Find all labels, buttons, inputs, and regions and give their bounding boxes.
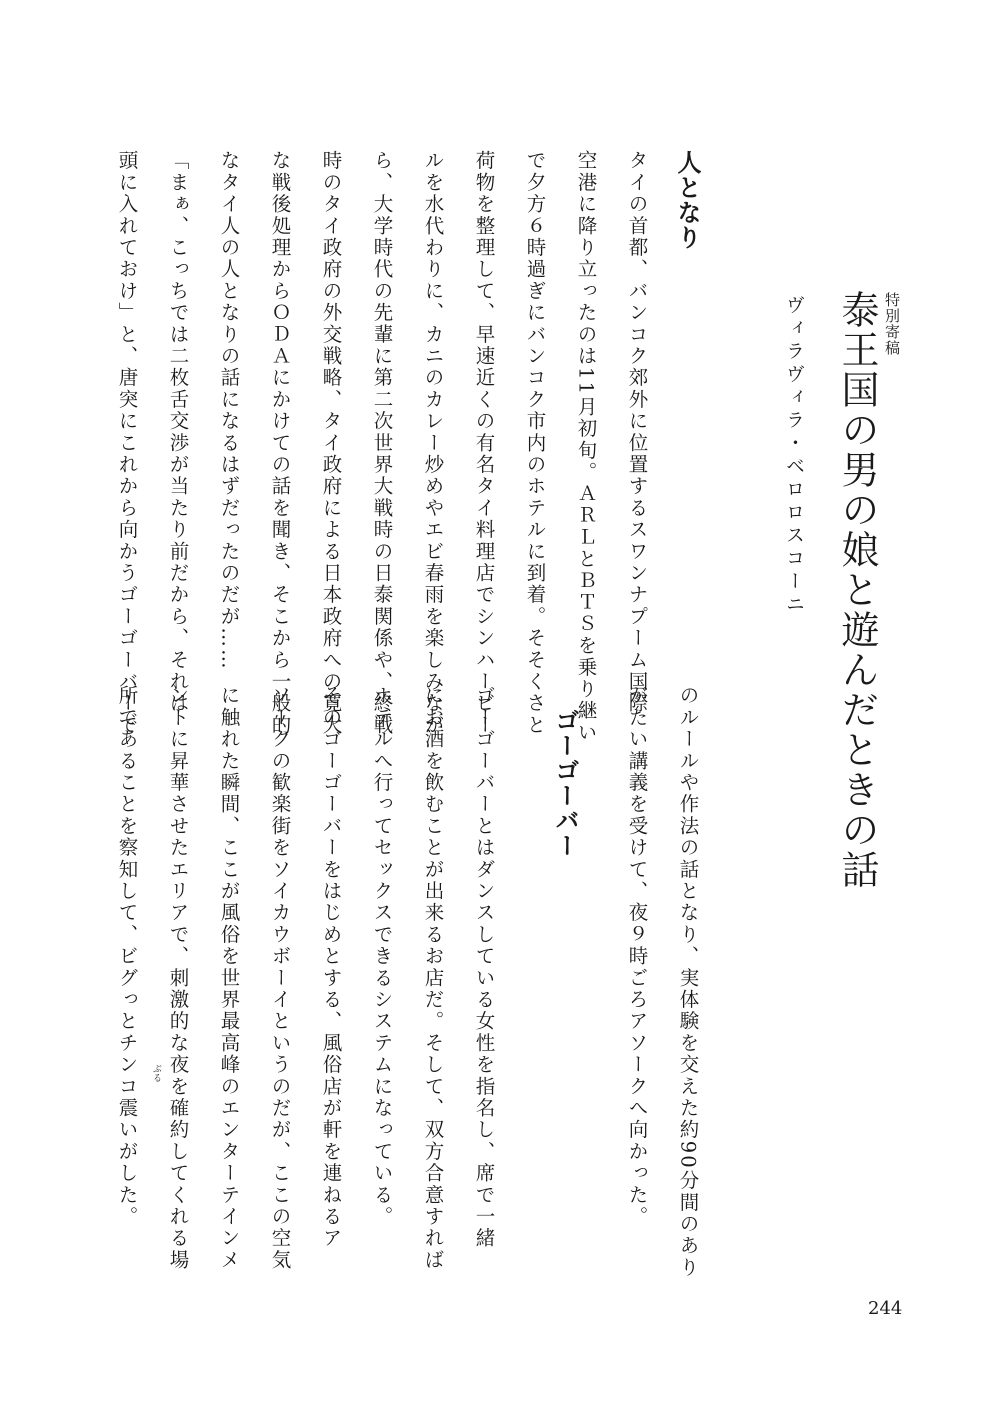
body-column: な戦後処理からＯＤＡにかけての話を聞き、そこから一般的 xyxy=(268,150,292,736)
body-column: ゴーゴーバーとはダンスしている女性を指名し、席で一緒 xyxy=(472,685,496,1250)
body-column: 所であることを察知して、ビグっとチンコ震いがした。 xyxy=(115,685,139,1228)
article-author: ヴィラヴィラ・ベロロスコーニ xyxy=(783,295,805,617)
body-column: 頭に入れておけ」と、唐突にこれから向かうゴーゴーバーで xyxy=(115,150,139,736)
body-column: なタイ人の人となりの話になるはずだったのだが…… xyxy=(217,150,241,671)
body-column: ソークの歓楽街をソイカウボーイというのだが、ここの空気 xyxy=(268,685,292,1271)
body-column: ルを水代わりに、カニのカレー炒めやエビ春雨を楽しみなが xyxy=(421,150,445,736)
body-column: タイの首都、バンコク郊外に位置するスワンナプーム国際 xyxy=(625,150,649,715)
body-column: がたい講義を受けて、夜９時ごろアソークへ向かった。 xyxy=(625,685,649,1228)
article-kicker: 特別寄稿 xyxy=(883,292,901,356)
body-column: で夕方６時過ぎにバンコク市内のホテルに到着。そそくさと xyxy=(523,150,547,736)
article-title: 泰王国の男の娘と遊んだときの話 xyxy=(835,290,879,890)
body-column: ントに昇華させたエリアで、刺激的な夜を確約してくれる場 xyxy=(166,685,190,1271)
body-column: に触れた瞬間、ここが風俗を世界最高峰のエンターテインメ xyxy=(217,685,241,1271)
page-number: 244 xyxy=(868,1298,903,1319)
body-column: のルールや作法の話となり、実体験を交えた約90分間のあり xyxy=(676,685,700,1279)
body-column: 空港に降り立ったのは11月初旬。ＡＲＬとＢＴＳを乗り継い xyxy=(574,150,598,744)
body-column: 荷物を整理して、早速近くの有名タイ料理店でシンハービー xyxy=(472,150,496,736)
body-column: ら、大学時代の先輩に第二次世界大戦時の日泰関係や、終戦 xyxy=(370,150,394,736)
section-heading-gogobar: ゴーゴーバー xyxy=(551,708,579,858)
body-column: 「まぁ、こっちでは二枚舌交渉が当たり前だから、それは xyxy=(166,150,190,715)
ruby-reading: ぶる xyxy=(151,1064,161,1082)
body-column: ホテルへ行ってセックスできるシステムになっている。 xyxy=(370,685,394,1228)
body-column: 時のタイ政府の外交戦略、タイ政府による日本政府への寛大 xyxy=(319,150,343,736)
body-column: そのゴーゴーバーをはじめとする、風俗店が軒を連ねるア xyxy=(319,685,343,1250)
section-heading-hitotonari: 人となり xyxy=(673,150,701,250)
body-column: にお酒を飲むことが出来るお店だ。そして、双方合意すれば xyxy=(421,685,445,1271)
